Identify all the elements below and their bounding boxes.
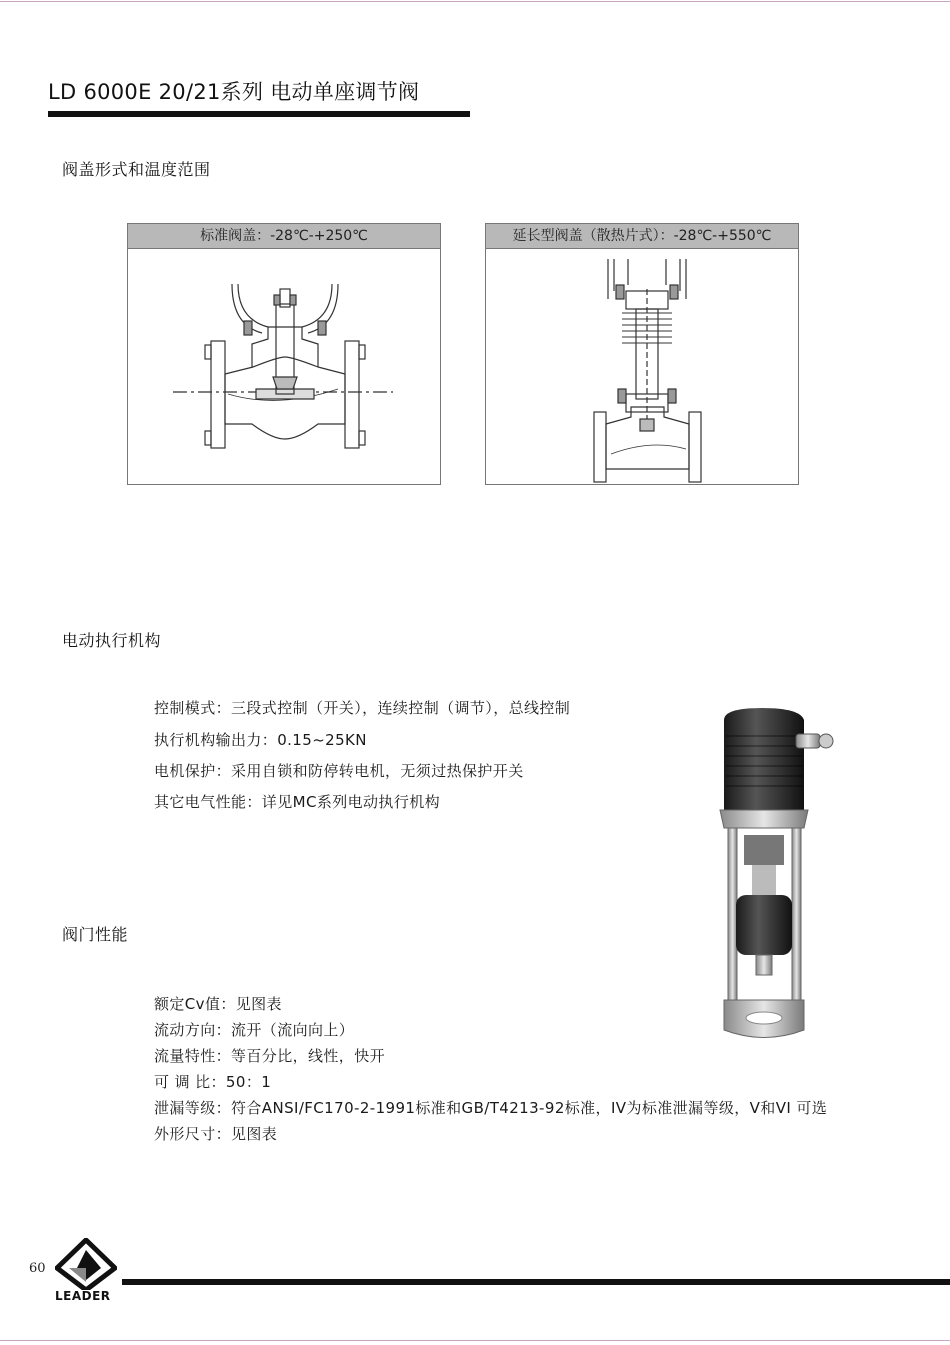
actuator-heading: 电动执行机构 [62,631,162,650]
top-trim-line [0,1,950,2]
extended-bonnet-panel [485,223,799,485]
valve-spec-rangeability: 可 调 比：50：1 [154,1073,272,1091]
valve-spec-flow-characteristic: 流量特性：等百分比，线性，快开 [154,1047,386,1065]
standard-bonnet-drawing [128,249,440,484]
extended-bonnet-caption: 延长型阀盖（散热片式）：-28℃-+550℃ [486,224,798,249]
valve-spec-leakage-class: 泄漏等级：符合ANSI/FC170-2-1991标准和GB/T4213-92标准，IV为标准泄漏等级，V和VI 可选 [154,1099,828,1117]
leader-logo-mark [55,1238,117,1290]
actuator-spec-motor-protection: 电机保护：采用自锁和防停转电机，无须过热保护开关 [154,762,524,780]
page-title: LD 6000E 20/21系列 电动单座调节阀 [48,80,420,104]
standard-bonnet-caption: 标准阀盖：-28℃-+250℃ [128,224,440,249]
valve-spec-flow-direction: 流动方向：流开（流向向上） [154,1021,355,1039]
extended-bonnet-drawing [486,249,798,484]
actuator-spec-electrical: 其它电气性能：详见MC系列电动执行机构 [154,793,441,811]
title-underline [48,111,470,117]
page-number: 60 [29,1261,46,1276]
valve-spec-cv: 额定Cv值：见图表 [154,995,282,1013]
bonnet-heading: 阀盖形式和温度范围 [62,160,211,179]
actuator-spec-control-mode: 控制模式：三段式控制（开关），连续控制（调节），总线控制 [154,699,571,717]
bottom-trim-line [0,1340,950,1341]
performance-heading: 阀门性能 [62,925,129,944]
footer-rule [122,1279,950,1285]
standard-bonnet-panel [127,223,441,485]
brand-name: LEADER [55,1289,111,1303]
actuator-spec-output-force: 执行机构输出力：0.15~25KN [154,731,367,749]
valve-spec-dimensions: 外形尺寸：见图表 [154,1125,278,1143]
electric-actuator-image [700,700,850,1050]
